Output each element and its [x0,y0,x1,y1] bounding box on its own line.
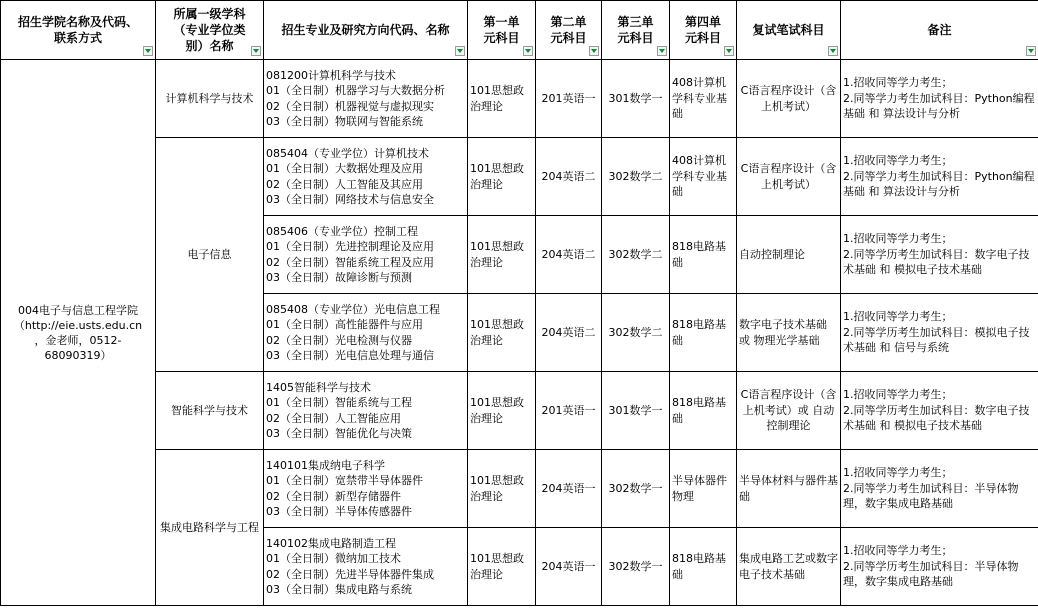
filter-dropdown-icon[interactable] [1026,46,1036,56]
discipline-cell: 计算机科学与技术 [156,60,264,138]
notes-cell: 1.招收同等学力考生； 2.同等学历考生加试科目：半导体物理，数字集成电路基础 [841,528,1038,606]
notes-cell: 1.招收同等学力考生； 2.同等学历考生加试科目：模拟电子技术基础 和 信号与系统 [841,294,1038,372]
unit1-cell: 101思想政治理论 [468,450,536,528]
filter-dropdown-icon[interactable] [589,46,599,56]
unit4-cell: 408计算机学科专业基础 [670,138,737,216]
unit2-cell: 201英语一 [536,60,602,138]
filter-dropdown-icon[interactable] [143,46,153,56]
unit3-cell: 302数学一 [602,450,670,528]
unit3-cell: 301数学一 [602,372,670,450]
major-cell: 085404（专业学位）计算机技术 01（全日制）大数据处理及应用 02（全日制）人工智能及其应用 03（全日制）网络技术与信息安全 [264,138,468,216]
major-cell: 081200计算机科学与技术 01（全日制）机器学习与大数据分析 02（全日制）机器视觉与虚拟现实 03（全日制）物联网与智能系统 [264,60,468,138]
major-cell: 085406（专业学位）控制工程 01（全日制）先进控制理论及应用 02（全日制）智能系统工程及应用 03（全日制）故障诊断与预测 [264,216,468,294]
retest-cell: 集成电路工艺或数字电子技术基础 [737,528,841,606]
unit4-cell: 818电路基础 [670,528,737,606]
table-row [1,372,1038,450]
table-row [1,60,1038,138]
unit2-cell: 204英语一 [536,450,602,528]
unit3-cell: 302数学二 [602,138,670,216]
header-discipline: 所属一级学科（专业学位类别）名称 [156,1,264,60]
retest-cell: C语言程序设计（含上机考试）或 自动控制理论 [737,372,841,450]
header-unit4: 第四单元科目 [670,1,737,60]
filter-dropdown-icon[interactable] [828,46,838,56]
notes-cell: 1.招收同等学力考生； 2.同等学力考生加试科目：Python编程基础 和 算法设计与分析 [841,60,1038,138]
unit2-cell: 204英语二 [536,294,602,372]
unit2-cell: 204英语一 [536,528,602,606]
unit1-cell: 101思想政治理论 [468,528,536,606]
filter-dropdown-icon[interactable] [455,46,465,56]
header-college: 招生学院名称及代码、联系方式 [1,1,156,60]
college-cell: 004电子与信息工程学院 （http://eie.usts.edu.cn ，金老师，0512- 68090319） [1,60,156,606]
unit4-cell: 818电路基础 [670,294,737,372]
header-notes: 备注 [841,1,1038,60]
unit3-cell: 302数学二 [602,216,670,294]
unit1-cell: 101思想政治理论 [468,138,536,216]
filter-dropdown-icon[interactable] [523,46,533,56]
unit4-cell: 818电路基础 [670,372,737,450]
unit4-cell: 半导体器件物理 [670,450,737,528]
unit3-cell: 302数学一 [602,528,670,606]
major-cell: 1405智能科学与技术 01（全日制）智能系统与工程 02（全日制）人工智能应用 03（全日制）智能优化与决策 [264,372,468,450]
header-unit1: 第一单元科目 [468,1,536,60]
unit4-cell: 408计算机学科专业基础 [670,60,737,138]
unit3-cell: 302数学二 [602,294,670,372]
header-major: 招生专业及研究方向代码、名称 [264,1,468,60]
discipline-cell: 智能科学与技术 [156,372,264,450]
table-row [1,138,1038,216]
notes-cell: 1.招收同等学力考生； 2.同等学历考生加试科目：数字电子技术基础 和 模拟电子技术基础 [841,216,1038,294]
major-cell: 140101集成纳电子科学 01（全日制）宽禁带半导体器件 02（全日制）新型存储器件 03（全日制）半导体传感器件 [264,450,468,528]
header-retest: 复试笔试科目 [737,1,841,60]
header-unit2: 第二单元科目 [536,1,602,60]
unit3-cell: 301数学一 [602,60,670,138]
discipline-cell: 集成电路科学与工程 [156,450,264,606]
unit2-cell: 204英语二 [536,138,602,216]
unit1-cell: 101思想政治理论 [468,216,536,294]
retest-cell: 半导体材料与器件基础 [737,450,841,528]
unit1-cell: 101思想政治理论 [468,294,536,372]
discipline-cell: 电子信息 [156,138,264,372]
filter-dropdown-icon[interactable] [724,46,734,56]
unit4-cell: 818电路基础 [670,216,737,294]
header-unit3: 第三单元科目 [602,1,670,60]
unit1-cell: 101思想政治理论 [468,60,536,138]
unit1-cell: 101思想政治理论 [468,372,536,450]
unit2-cell: 201英语一 [536,372,602,450]
notes-cell: 1.招收同等学力考生； 2.同等学力考生加试科目：Python编程基础 和 算法设计与分析 [841,138,1038,216]
filter-dropdown-icon[interactable] [251,46,261,56]
header-row [1,1,1038,60]
notes-cell: 1.招收同等学力考生； 2.同等学历考生加试科目：数字电子技术基础 和 模拟电子技术基础 [841,372,1038,450]
unit2-cell: 204英语二 [536,216,602,294]
retest-cell: C语言程序设计（含上机考试） [737,138,841,216]
filter-dropdown-icon[interactable] [657,46,667,56]
major-cell: 140102集成电路制造工程 01（全日制）微纳加工技术 02（全日制）先进半导体器件集成 03（全日制）集成电路与系统 [264,528,468,606]
retest-cell: 数字电子技术基础 或 物理光学基础 [737,294,841,372]
notes-cell: 1.招收同等学力考生； 2.同等学力考生加试科目：半导体物理，数字集成电路基础 [841,450,1038,528]
retest-cell: C语言程序设计（含上机考试） [737,60,841,138]
table-row [1,450,1038,528]
major-cell: 085408（专业学位）光电信息工程 01（全日制）高性能器件与应用 02（全日制）光电检测与仪器 03（全日制）光电信息处理与通信 [264,294,468,372]
retest-cell: 自动控制理论 [737,216,841,294]
